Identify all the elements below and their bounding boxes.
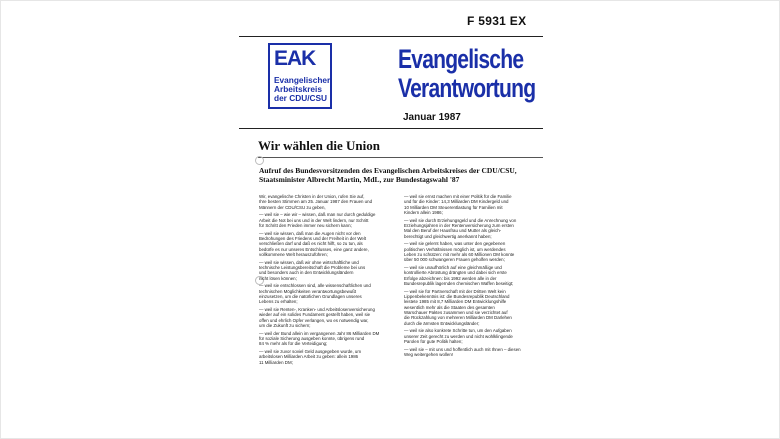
eak-logo (268, 43, 332, 109)
paragraph: — weil sie unaufhörlich auf eine gleichmäßige und kontrollierte Abrüstung drängten und dabei sich erste Erfolge abzeichnen: bis 1992 werden alle in der Bundesrepublik lagernden chemischen Waffen beseitigt; (404, 265, 514, 287)
paragraph: — weil sie zuvor soviel Geld ausgegeben wurde, um arbeitslosen Milliarden Arbeit zu geben: allein 1986 11 Milliarden DM; (259, 349, 362, 365)
document-number: F 5931 EX (467, 14, 527, 28)
paragraph: — weil sie Renten-, Kranken- und Arbeitslosenversicherung wieder auf ein solides Fundament gestellt haben, weil sie offen und ehrlich Opfer verlangen, wo es notwendig war, um die Zukunft zu sichern; (259, 307, 375, 329)
logo-line: der CDU/CSU (274, 93, 328, 103)
paragraph: Wir, evangelische Christen in der Union, rufen Sie auf, Ihre besten Stimmen am 25. Januar 1987 den Frauen und Männern der CDU/CSU zu geben, (259, 194, 373, 210)
brand-title-line1: Evangelische (398, 44, 524, 74)
headline-rule (258, 157, 543, 158)
brand-title-line2: Verantwortung (398, 73, 536, 103)
paragraph: — weil sie also konkrete Schritte tun, um den Aufgaben unserer Zeit gerecht zu werden und nicht wohlklingende Parolen für gute Politik halten; (404, 328, 513, 345)
left-column (259, 194, 385, 367)
paragraph: — weil sie – wie wir – wissen, daß man nur durch geduldige Arbeit die Not bei uns und in der Welt lindern, nur Schritt für Schritt den Frieden immer neu sichern kann; (259, 212, 376, 229)
header-rule (239, 128, 543, 129)
paragraph: — weil sie – mit uns und hoffentlich auch mit Ihnen – diesen Weg weitergehen wollen! (404, 346, 521, 358)
paragraph: — weil der Bund allein im vergangenen Jahr 86 Milliarden DM für soziale Sicherung ausgeben konnte, übrigens rund 84 % mehr als für die Verteidigung; (259, 330, 380, 347)
paragraph: — weil sie durch Erziehungsgeld und die Anrechnung von Erziehungsjahren in der Rentenversicherung zum ersten Mal den Beruf der Hausfrau und Mutter als gleich- berechtigt und gleichwertig anerkannt haben; (404, 217, 517, 239)
headline: Wir wählen die Union (258, 138, 380, 153)
paragraph: — weil sie für Partnerschaft mit der Dritten Welt kein Lippenbekenntnis ist: die Bundesrepublik Deutschland leistete 1985 mit 8,7 Milliarden DM Entwicklungshilfe wesentlich mehr als die Staaten des gesamten Warschauer Paktes zusammen und sie verzichtet auf die Rückzahlung von mehreren Milliarden DM Darlehen durch die ärmsten Entwicklungsländer; (404, 288, 512, 326)
paragraph: — weil sie wissen, daß wir ohne wirtschaftliche und technische Leistungsbereitschaft die Probleme bei uns und besonders auch in den Entwicklungsländern nicht lösen können; (259, 259, 366, 281)
logo-line: Arbeitskreis (274, 84, 322, 94)
logo-line: Evangelischer (274, 75, 331, 85)
paragraph: — weil sie gelernt haben, was unter den gegebenen politischen Verhältnissen möglich ist, um werdendes Leben zu schützen: mit mehr als 60 Millionen DM konnte über 50 000 schwangeren Frauen geholfen werden; (404, 241, 515, 263)
subheadline: Aufruf des Bundesvorsitzenden des Evangelischen Arbeitskreises der CDU/CSU, Staatsminister Albrecht Martin, MdL, zur Bundestagswahl '87 (259, 166, 517, 184)
punch-hole (255, 156, 264, 165)
paragraph: — weil sie ernst machen mit einer Politik für die Familie und für die Kinder: 14,3 Milliarden DM Kindergeld und 10 Milliarden DM Steuerentlastung für Familien mit Kindern allein 1986; (404, 194, 512, 216)
paragraph: — weil sie wissen, daß man die Augen nicht vor den Bedrohungen des Friedens und der Freiheit in der Welt verschließen darf und daß es nicht hilft, so zu tun, als bedürfe es nur unseres Entschlusses, eine ganz andere, vollkommene Welt herauszuführen; (259, 230, 369, 258)
right-column (404, 194, 530, 360)
top-rule (239, 36, 543, 37)
issue-date: Januar 1987 (403, 112, 461, 123)
paragraph: — weil sie entschlossen sind, alle wissenschaftlichen und technischen Möglichkeiten verantwortungsbewußt einzusetzen, um die natürlichen Grundlagen unseres Lebens zu erhalten; (259, 283, 371, 305)
logo-abbreviation: EAK (274, 47, 316, 70)
